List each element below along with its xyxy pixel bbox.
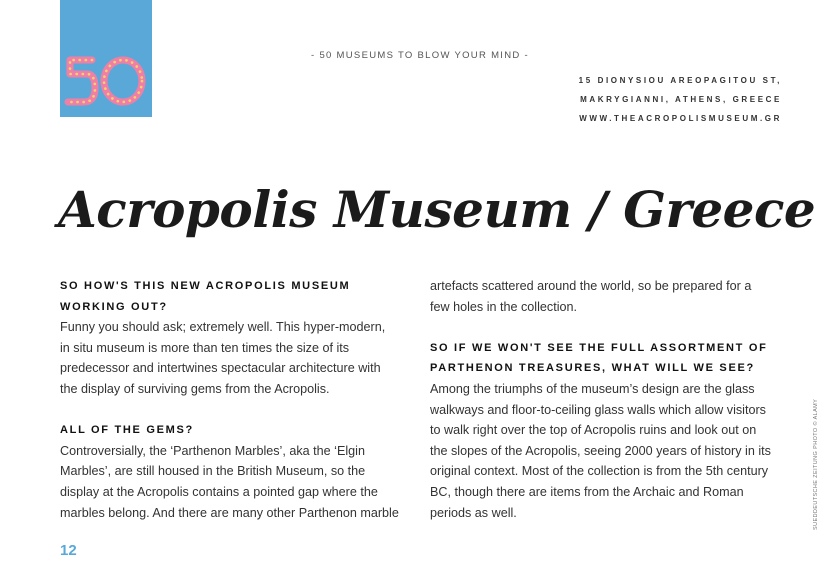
series-title: - 50 MUSEUMS TO BLOW YOUR MIND - (311, 50, 529, 61)
answer-line: the display of surviving gems from the Acropolis. (60, 381, 330, 396)
photo-credit-text: SUEDDEUTSCHE ZEITUNG PHOTO © ALAMY (813, 398, 819, 530)
left-column (60, 276, 418, 523)
answer-line: few holes in the collection. (430, 299, 578, 314)
address-line: MAKRYGIANNI, ATHENS, GREECE (580, 95, 782, 104)
answer-line: predecessor and intertwines spectacular architecture with (60, 361, 381, 376)
right-column (430, 276, 788, 523)
answer-line: the slopes of the Acropolis, seeing 2000 years of history in its (430, 443, 771, 458)
question-heading: SO HOW'S THIS NEW ACROPOLIS MUSEUM (60, 280, 351, 292)
answer-line: original context. Most of the collection is from the 5th century (430, 464, 769, 479)
photo-credit (813, 380, 823, 530)
question-heading: PARTHENON TREASURES, WHAT WILL WE SEE? (430, 362, 755, 375)
answer-line: periods as well. (430, 505, 517, 520)
question-heading: WORKING OUT? (60, 300, 168, 313)
answer-line: artefacts scattered around the world, so be prepared for a (430, 279, 752, 293)
answer-line: walkways and floor-to-ceiling glass walls which allow visitors (430, 402, 766, 417)
answer-line: marbles belong. And there are many other Parthenon marble (60, 505, 399, 520)
website-link[interactable]: WWW.THEACROPOLISMUSEUM.GR (579, 114, 782, 123)
answer-line: display at the Acropolis contains a pointed gap where the (60, 484, 378, 499)
answer-line: Among the triumphs of the museum’s design are the glass (430, 381, 755, 396)
answer-line: BC, though there are items from the Archaic and Roman (430, 484, 744, 499)
answer-line: Controversially, the ‘Parthenon Marbles’, aka the ‘Elgin (60, 443, 365, 458)
page-number: 12 (60, 542, 77, 559)
answer-line: in situ museum is more than ten times the size of its (60, 340, 350, 355)
address-line: 15 DIONYSIOU AREOPAGITOU ST, (578, 76, 782, 85)
page-title: Acropolis Museum / Greece (58, 180, 816, 239)
question-heading: SO IF WE WON'T SEE THE FULL ASSORTMENT OF (430, 341, 768, 354)
answer-line: Marbles’, are still housed in the British Museum, so the (60, 464, 366, 479)
answer-line: Funny you should ask; extremely well. This hyper-modern, (60, 320, 386, 335)
question-heading: ALL OF THE GEMS? (60, 424, 194, 437)
answer-line: to walk right over the top of Acropolis ruins and look out on (430, 423, 757, 438)
museum-address (579, 71, 782, 128)
